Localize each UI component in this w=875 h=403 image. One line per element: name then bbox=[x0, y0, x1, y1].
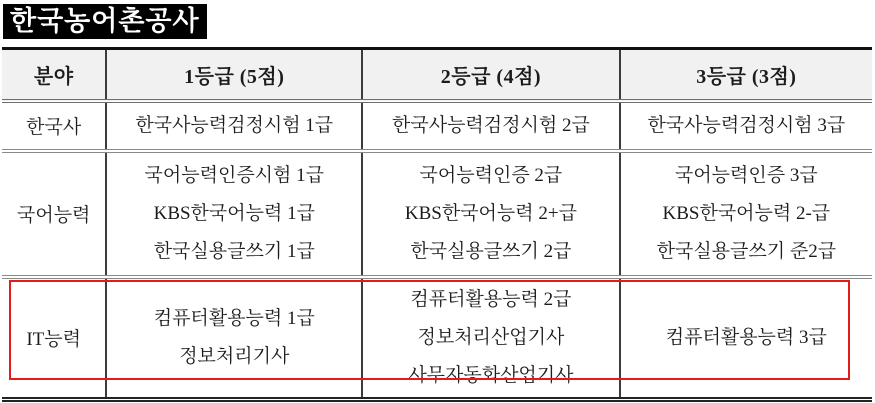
table-header-row bbox=[2, 49, 872, 101]
certificate-name: 한국사능력검정시험 1급 bbox=[135, 114, 334, 136]
header-cell-grade2: 2등급 (4점) bbox=[362, 49, 620, 101]
certificate-name: 컴퓨터활용능력 2급 bbox=[410, 288, 572, 310]
grade-table bbox=[2, 47, 872, 402]
grade-cell bbox=[106, 151, 362, 277]
row-category-cell: IT능력 bbox=[2, 277, 106, 400]
grade-cell bbox=[620, 101, 872, 151]
certificate-name: 국어능력인증시험 1급 bbox=[144, 164, 324, 186]
certificate-name: KBS한국어능력 2-급 bbox=[662, 202, 831, 224]
certificate-name: 컴퓨터활용능력 3급 bbox=[665, 326, 827, 348]
certificate-name: 국어능력인증 3급 bbox=[674, 164, 818, 186]
grade-cell bbox=[362, 151, 620, 277]
certificate-name: 국어능력인증 2급 bbox=[419, 164, 563, 186]
grade-cell bbox=[106, 101, 362, 151]
certificate-name: 정보처리산업기사 bbox=[417, 326, 565, 348]
grade-cell bbox=[620, 151, 872, 277]
grade-cell bbox=[362, 101, 620, 151]
header-cell-grade1: 1등급 (5점) bbox=[106, 49, 362, 101]
header-cell-grade3: 3등급 (3점) bbox=[696, 65, 797, 88]
header-cell-category: 분야 bbox=[2, 49, 106, 101]
grade-cell bbox=[620, 277, 872, 400]
table-row bbox=[2, 151, 872, 277]
grade-cell bbox=[106, 277, 362, 400]
certificate-name: KBS한국어능력 2+급 bbox=[404, 202, 577, 224]
certificate-name: 컴퓨터활용능력 1급 bbox=[153, 307, 315, 329]
page-title: 한국농어촌공사 bbox=[3, 4, 207, 39]
table-body bbox=[2, 101, 872, 400]
certificate-name: 한국실용글쓰기 준2급 bbox=[656, 240, 837, 262]
row-category-cell: 국어능력 bbox=[2, 151, 106, 277]
certificate-name: 정보처리기사 bbox=[179, 345, 290, 367]
row-category-cell: 한국사 bbox=[2, 101, 106, 151]
certificate-name: 한국실용글쓰기 1급 bbox=[153, 240, 315, 262]
certificate-name: 사무자동화산업기사 bbox=[408, 364, 574, 386]
grade-cell bbox=[362, 277, 620, 400]
certificate-name: KBS한국어능력 1급 bbox=[153, 202, 315, 224]
table-row bbox=[2, 101, 872, 151]
certificate-name: 한국사능력검정시험 3급 bbox=[647, 114, 846, 136]
certificate-name: 한국실용글쓰기 2급 bbox=[410, 240, 572, 262]
table-row bbox=[2, 277, 872, 400]
certificate-name: 한국사능력검정시험 2급 bbox=[392, 114, 590, 136]
